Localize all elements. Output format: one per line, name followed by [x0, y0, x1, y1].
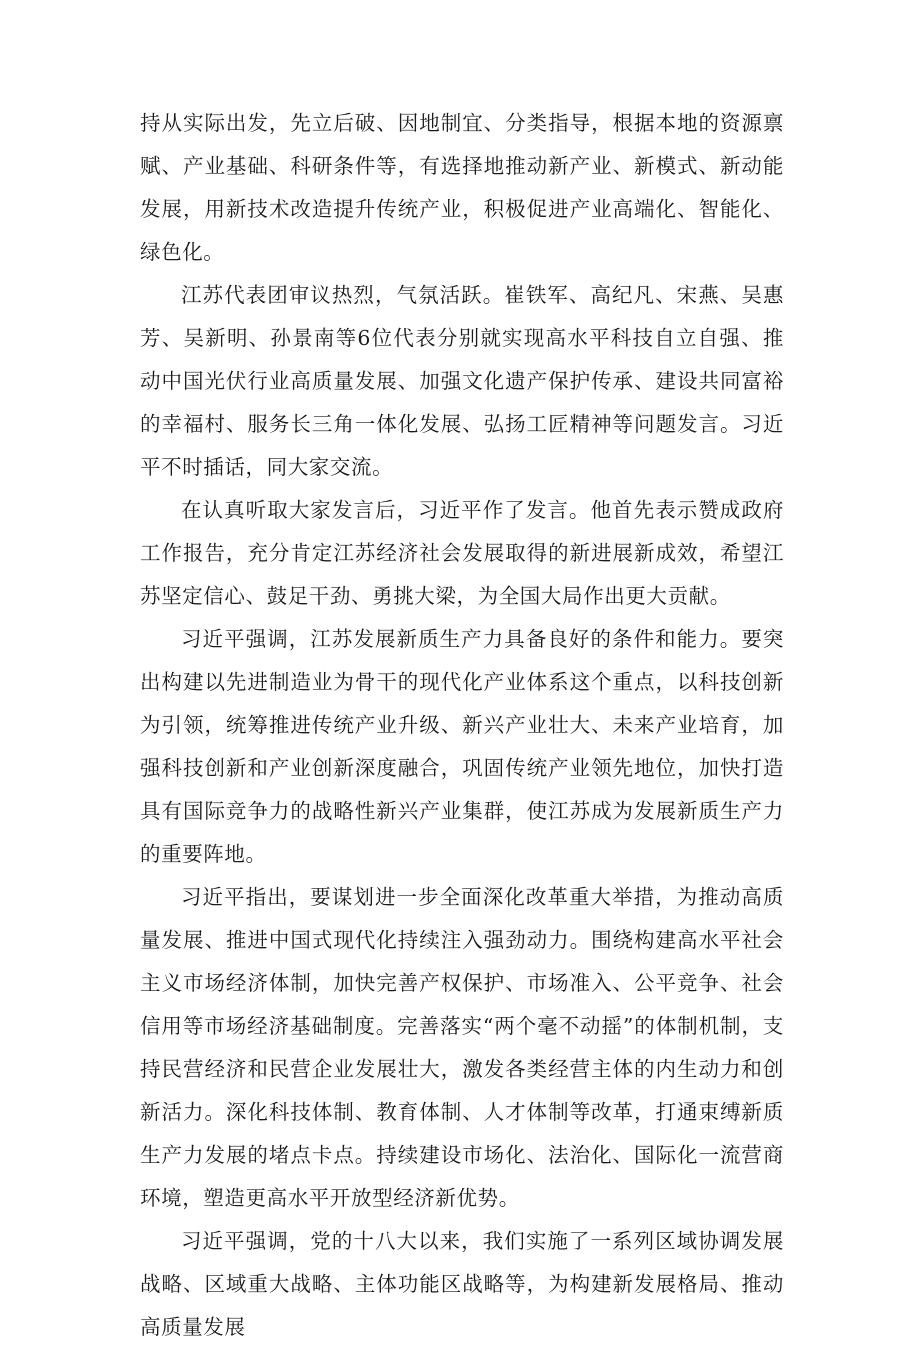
document-body — [140, 102, 784, 1349]
paragraph-speech-after-listening: 在认真听取大家发言后，习近平作了发言。他首先表示赞成政府工作报告，充分肯定江苏经济社会发展取得的新进展新成效，希望江苏坚定信心、鼓足干劲、勇挑大梁，为全国大局作出更大贡献。 — [140, 498, 784, 608]
paragraph-continuation: 持从实际出发，先立后破、因地制宜、分类指导，根据本地的资源禀赋、产业基础、科研条件等，有选择地推动新产业、新模式、新动能发展，用新技术改造提升传统产业，积极促进产业高端化、智能化、绿色化。 — [140, 111, 784, 264]
paragraph-jiangsu-delegation: 江苏代表团审议热烈，气氛活跃。崔铁军、高纪凡、宋燕、吴惠芳、吴新明、孙景南等6位代表分别就实现高水平科技自立自强、推动中国光伏行业高质量发展、加强文化遗产保护传承、建设共同富裕的幸福村、服务长三角一体化发展、弘扬工匠精神等问题发言。习近平不时插话，同大家交流。 — [140, 283, 784, 479]
paragraph-deepening-reform: 习近平指出，要谋划进一步全面深化改革重大举措，为推动高质量发展、推进中国式现代化持续注入强劲动力。围绕构建高水平社会主义市场经济体制，加快完善产权保护、市场准入、公平竞争、社会信用等市场经济基础制度。完善落实“两个毫不动摇”的体制机制，支持民营经济和民营企业发展壮大，激发各类经营主体的内生动力和创新活力。深化科技体制、教育体制、人才体制等改革，打通束缚新质生产力发展的堵点卡点。持续建设市场化、法治化、国际化一流营商环境，塑造更高水平开放型经济新优势。 — [140, 885, 784, 1210]
paragraph-new-productive-forces: 习近平强调，江苏发展新质生产力具备良好的条件和能力。要突出构建以先进制造业为骨干的现代化产业体系这个重点，以科技创新为引领，统筹推进传统产业升级、新兴产业壮大、未来产业培育，加强科技创新和产业创新深度融合，巩固传统产业领先地位，加快打造具有国际竞争力的战略性新兴产业集群，使江苏成为发展新质生产力的重要阵地。 — [140, 627, 784, 866]
paragraph-regional-strategy: 习近平强调，党的十八大以来，我们实施了一系列区域协调发展战略、区域重大战略、主体功能区战略等，为构建新发展格局、推动高质量发展 — [140, 1229, 784, 1339]
